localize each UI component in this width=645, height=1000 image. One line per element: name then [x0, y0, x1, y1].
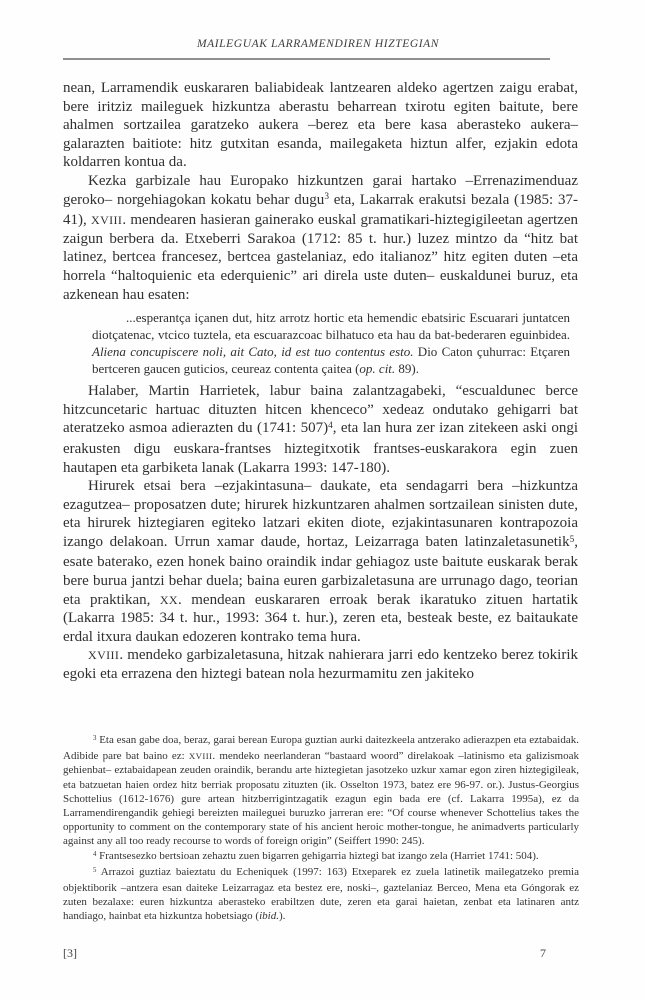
body-paragraph: Hirurek etsai bera –ezjakintasuna– daukate, eta sendagarri bera –hizkuntza ezagutzea– proposatzen dute; hirurek hizkuntzaren ahalmen sortzailean sinisten dute, eta hirurek hiztegiaren egiteko latzari ekiten diote, ezjakintasunaren kontrapozoia izango delakoan. Urrun xamar daude, hortaz, Leizarraga baten latinzaletasunetik$^5$, esate baterako, ezen honek baino oraindik indar gehiagoz uste baitute euskarak berak bere burua jantzi behar duela; baina euren garbizaletasuna are urrunago dago, teorian eta praktikan, XX. mendean euskararen erroak berak ikaratuko zituen hartatik (Lakarra 1985: 34 t. hur., 1993: 364 t. hur.), zeren eta, besteak beste, ez baitaukate erdal itxura daukan edozeren kontrako tema hura.	[63, 478, 578, 645]
footnotes-section	[63, 733, 579, 924]
body-paragraph: XVIII. mendeko garbizaletasuna, hitzak nahierara jarri edo kentzeko berez tokirik egoki eta errazena den hiztegi batean nola hezurmamitu zen jakiteko	[63, 647, 578, 683]
page-footer	[63, 946, 578, 961]
footnote-3: $^3$ Eta esan gabe doa, beraz, garai berean Europa guztian aurki daitezkeela antzerako adierazpen eta eztabaidak. Adibide pare bat baino ez: XVIII. mendeko neerlanderan “bastaard woord” direlakoak –latinismo eta galizismoak gehienbat– eztabaidapean zeuden oraindik, berandu arte hiztegietan jasotzeko uzkur xamar egon ziren hiztegigileak, eta batzuetan haien ordez hitz berriak proposatu zituzten (ik. Osselton 1973, batez ere 96-97. or.). Justus-Georgius Schottelius (1612-1676) gure artean hitzberrigintzagatik ezagun egin bada ere (cf. Lakarra 1995a), ez da Larramendirengandik gehiegi bereizten maileguei buruzko jarreran ere: “Of course whenever Schottelius takes the opportunity to comment on the contemporary state of his ancient heroic mother-tongue, he animadverts particularly against any all too ready recourse to words of foreign origin” (Seiffert 1990: 245).	[63, 734, 579, 848]
block-quote: ...esperantça içanen dut, hitz arrotz hortic eta hemendic ebatsiric Escuarari juntatcen diotçatenac, vtcico tuztela, eta escuarazcoac bilhatuco eta hau da bat-bederaren eguinbidea. Aliena concupiscere noli, ait Cato, id est tuo contentus esto. Dio Caton çuhurrac: Etçaren bertceren gaucen guticios, ceureaz contenta çaitea (op. cit. 89).	[92, 310, 570, 377]
footnote-5: $^5$ Arrazoi guztiaz baieztatu du Echeniquek (1997: 163) Etxeparek ez zuela latinetik mailegatzeko premia objektiborik –antzera esan daiteke Leizarragaz eta bestez ere, noski–, gaztelaniaz Berceo, Mena eta Góngorak ez zuten bezalaxe: euren hizkuntza aberasteko erabiltzen dute, zeren eta garai haietan, zenbat eta latinaren antz handiago, hainbat eta hizkuntza hobetsiago (ibid.).	[63, 865, 579, 923]
footnote-4: $^4$ Frantsesezko bertsioan zehaztu zuen bigarren gehigarria hiztegi bat izango zela (Harriet 1741: 504).	[93, 849, 539, 862]
footer-page-number: 7	[540, 946, 546, 960]
body-text	[63, 79, 578, 684]
body-paragraph: Kezka garbizale hau Europako hizkuntzen garai hartako –Errenazimenduaz geroko– norgehiagokan kokatu behar dugu$^3$ eta, Lakarrak erakutsi bezala (1985: 37-41), XVIII. mendearen hasieran gainerako euskal gramatikari-hiztegigileetan agertzen zaigun berbera da. Etxeberri Sarakoa (1712: 85 t. hur.) luzez mintzo da “hitz bat latinez, bertcea francesez, bertcea gastelaniaz, edo italianoz” hitz egiten duten –eta horrela “haltoquienic eta ederquienic” ari direla uste duten– euskaldunei buruz, eta azkenean hau esaten:	[63, 172, 578, 303]
footer-section-number: [3]	[63, 946, 77, 960]
running-header-title: MAILEGUAK LARRAMENDIREN HIZTEGIAN	[196, 38, 440, 50]
header-rule	[63, 58, 550, 60]
body-paragraph: nean, Larramendik euskararen baliabideak lantzearen aldeko agertzen zaigu erabat, bere iritziz maileguek hizkuntza aberastu beharrean txirotu egiten baitute, bere ahalmen sortzailea garatzeko aukera –berez eta bere kasa aberasteko aukera– galarazten baitiote: hitz gutxitan esanda, mailegaketa hiztun alfer, ezjakin edota koldarren kontua da.	[63, 80, 578, 171]
body-paragraph: Halaber, Martin Harrietek, labur baina zalantzagabeki, “escualdunec berce hitzcuncetaric hartuac dituzten hitcen khenceco” xedeaz ondutako gehigarri bat ateratzeko asmoa adierazten du (1741: 507)$^4$, eta lan hura zer izan zitekeen aski ongi erakusten digu euskara-frantses hiztegitxotik frantses-euskarakora egin zuen hautapen eta garbiketa lanak (Lakarra 1993: 147-180).	[63, 383, 578, 476]
